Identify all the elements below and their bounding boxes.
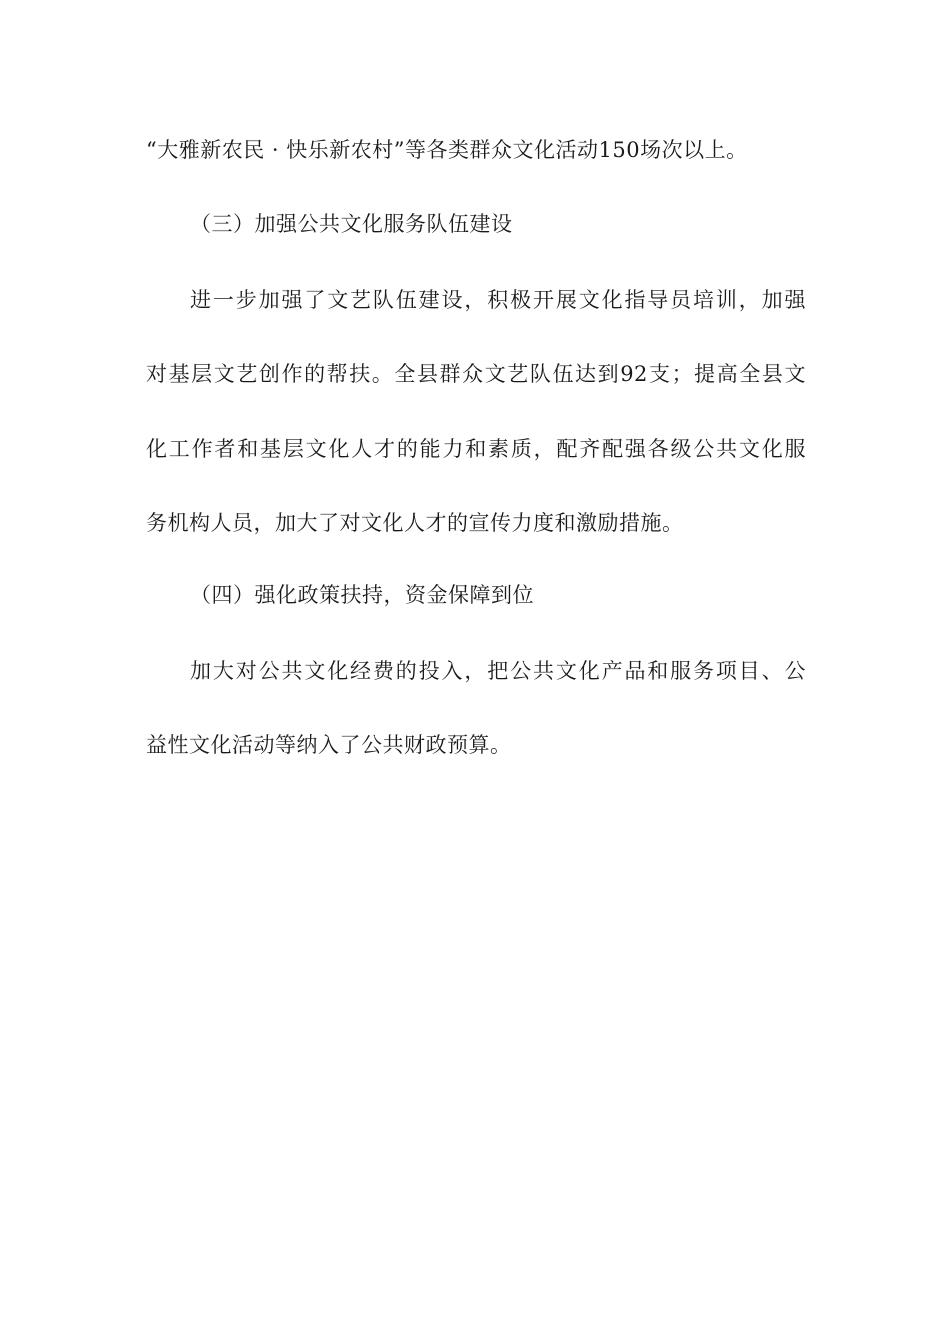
paragraph-line: 进一步加强了文艺队伍建设，积极开展文化指导员培训，加强 [190, 288, 806, 312]
paragraph-line: 对基层文艺创作的帮扶。全县群众文艺队伍达到92支；提高全县文 [146, 362, 806, 386]
section-heading-3: （三）加强公共文化服务队伍建设 [190, 212, 513, 236]
paragraph-line: 化工作者和基层文化人才的能力和素质，配齐配强各级公共文化服 [146, 437, 806, 461]
section-heading-4: （四）强化政策扶持，资金保障到位 [190, 583, 534, 607]
paragraph-line: 加大对公共文化经费的投入，把公共文化产品和服务项目、公 [190, 659, 806, 683]
paragraph-line: 务机构人员，加大了对文化人才的宣传力度和激励措施。 [146, 511, 684, 535]
paragraph-line: “大雅新农民 · 快乐新农村”等各类群众文化活动150场次以上。 [146, 138, 748, 162]
paragraph-line: 益性文化活动等纳入了公共财政预算。 [146, 733, 512, 757]
